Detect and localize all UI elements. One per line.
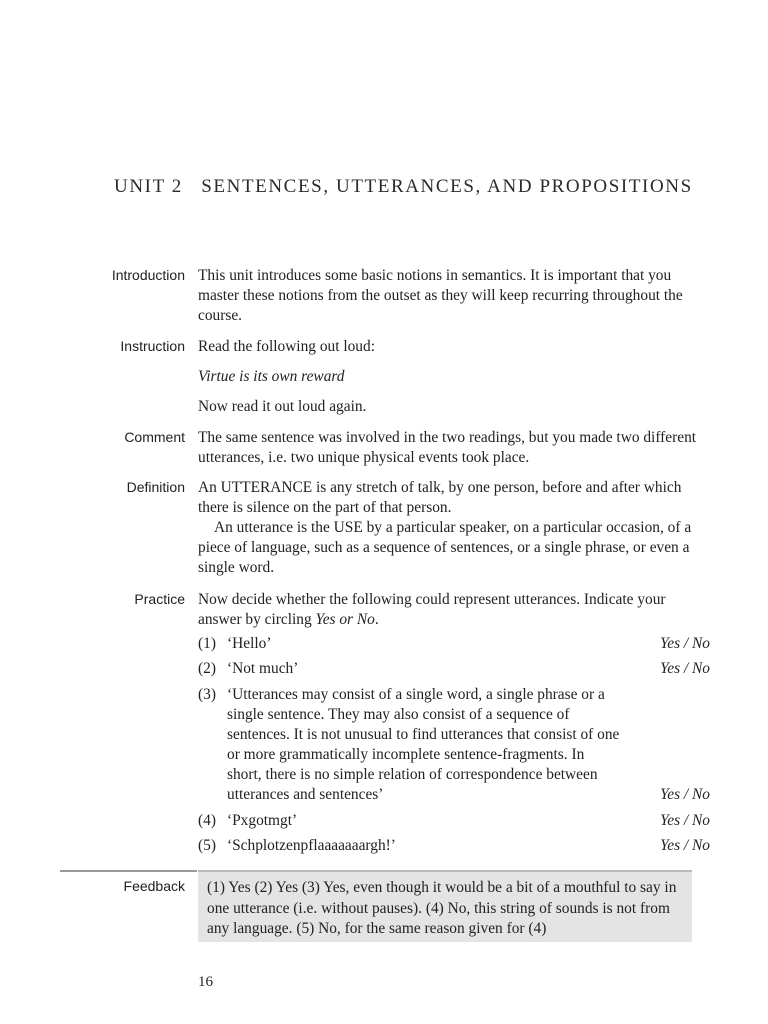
item-text: ‘Pxgotmgt’ [227, 812, 298, 829]
item-number: (1) [198, 635, 216, 652]
instruction-label: Instruction [120, 338, 185, 354]
comment-label: Comment [124, 429, 185, 445]
feedback-rule [60, 870, 197, 872]
practice-intro-text: Now decide whether the following could represent utterances. Indicate your answer by circling [198, 591, 666, 628]
unit-title: SENTENCES, UTTERANCES, AND PROPOSITIONS [201, 176, 693, 197]
yes-no-answer[interactable]: Yes / No [660, 635, 710, 652]
practice-item-3 [198, 685, 710, 805]
item-text: ‘Hello’ [227, 635, 272, 652]
practice-item-5 [198, 836, 710, 856]
item-number: (3) [198, 686, 216, 703]
definition-text-2: An utterance is the USE by a particular speaker, on a particular occasion, of a piece of language, such as a sequence of sentences, or a single phrase, or even a single word. [198, 519, 692, 576]
feedback-label: Feedback [123, 878, 185, 894]
item-text: ‘Utterances may consist of a single word, a single phrase or a single sentence. They may also consist of a sequence of sentences. It is not unusual to find utterances that consist of one or more grammatically incomplete sentence-fragments. In short, there is no simple relation of correspondence between utterances and sentences’ [227, 686, 620, 803]
page-number: 16 [198, 974, 213, 990]
comment-text: The same sentence was involved in the two readings, but you made two different utterances, i.e. two unique physical events took place. [198, 429, 697, 466]
practice-intro [198, 590, 710, 630]
feedback-box [198, 870, 692, 942]
definition-label: Definition [126, 479, 185, 495]
practice-item-1 [198, 634, 710, 654]
yes-no-answer[interactable]: Yes / No [660, 786, 710, 803]
instruction-after-text: Now read it out loud again. [198, 398, 367, 415]
item-number: (2) [198, 660, 216, 677]
practice-intro-italic: Yes or No [315, 611, 375, 628]
item-number: (4) [198, 812, 216, 829]
practice-intro-end: . [374, 611, 379, 628]
example-sentence: Virtue is its own reward [198, 368, 345, 385]
yes-no-answer[interactable]: Yes / No [660, 837, 710, 854]
item-text: ‘Not much’ [227, 660, 299, 677]
introduction-label: Introduction [111, 267, 185, 283]
practice-item-4 [198, 811, 710, 831]
instruction-text: Read the following out loud: [198, 338, 375, 355]
practice-item-2 [198, 659, 710, 679]
item-number: (5) [198, 837, 216, 854]
feedback-text: (1) Yes (2) Yes (3) Yes, even though it would be a bit of a mouthful to say in one utterance (i.e. without pauses). (4) No, this string of sounds is not from any language. (5) No, for the same reason given for (4) [207, 879, 677, 937]
introduction-text: This unit introduces some basic notions in semantics. It is important that you master these notions from the outset as they will keep recurring throughout the course. [198, 267, 683, 324]
definition-text-1: An UTTERANCE is any stretch of talk, by one person, before and after which there is silence on the part of that person. [198, 479, 682, 516]
yes-no-answer[interactable]: Yes / No [660, 812, 710, 829]
yes-no-answer[interactable]: Yes / No [660, 660, 710, 677]
unit-heading [114, 176, 693, 198]
practice-label: Practice [134, 591, 185, 607]
item-text: ‘Schplotzenpflaaaaaaargh!’ [227, 837, 396, 854]
unit-number: UNIT 2 [114, 176, 183, 197]
